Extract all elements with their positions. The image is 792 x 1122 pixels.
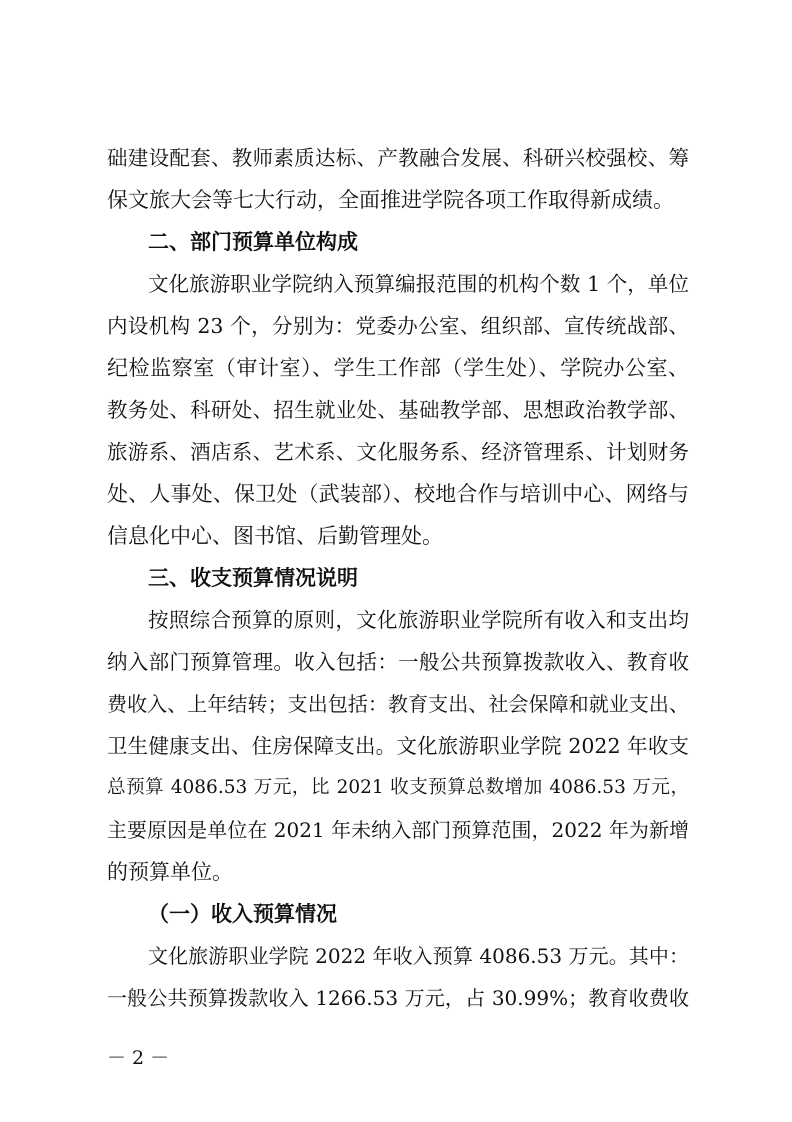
paragraph-line: 纪检监察室（审计室）、学生工作部（学生处）、学院办公室、 [107,356,689,380]
subsection-heading: （一）收入预算情况 [148,901,337,926]
paragraph-line: 文化旅游职业学院 2022 年收入预算 4086.53 万元。其中： [148,944,689,968]
section-heading: 二、部门预算单位构成 [148,229,358,254]
paragraph-line: 教务处、科研处、招生就业处、基础教学部、思想政治教学部、 [107,398,689,422]
paragraph-line: 按照综合预算的原则，文化旅游职业学院所有收入和支出均 [148,608,689,632]
paragraph-line: 文化旅游职业学院纳入预算编报范围的机构个数 1 个，单位 [148,272,689,296]
section-heading: 三、收支预算情况说明 [148,565,358,590]
paragraph-line: 主要原因是单位在 2021 年未纳入部门预算范围，2022 年为新增 [107,818,689,842]
paragraph-line: 费收入、上年结转；支出包括：教育支出、社会保障和就业支出、 [107,692,689,716]
paragraph-line: 保文旅大会等七大行动，全面推进学院各项工作取得新成绩。 [107,188,674,212]
paragraph-line: 的预算单位。 [107,860,233,884]
paragraph-line: 一般公共预算拨款收入 1266.53 万元，占 30.99%；教育收费收 [107,986,689,1010]
paragraph-line: 础建设配套、教师素质达标、产教融合发展、科研兴校强校、筹 [107,146,689,170]
paragraph-line: 旅游系、酒店系、艺术系、文化服务系、经济管理系、计划财务 [107,440,689,464]
paragraph-line: 卫生健康支出、住房保障支出。文化旅游职业学院 2022 年收支 [107,734,689,758]
paragraph-line: 信息化中心、图书馆、后勤管理处。 [107,524,443,548]
page-number: － 2 － [107,1047,170,1069]
paragraph-line: 纳入部门预算管理。收入包括：一般公共预算拨款收入、教育收 [107,650,689,674]
paragraph-line: 内设机构 23 个，分别为：党委办公室、组织部、宣传统战部、 [107,314,689,338]
paragraph-line: 总预算 4086.53 万元，比 2021 收支预算总数增加 4086.53 万元， [107,777,689,798]
paragraph-line: 处、人事处、保卫处（武装部）、校地合作与培训中心、网络与 [107,482,689,506]
